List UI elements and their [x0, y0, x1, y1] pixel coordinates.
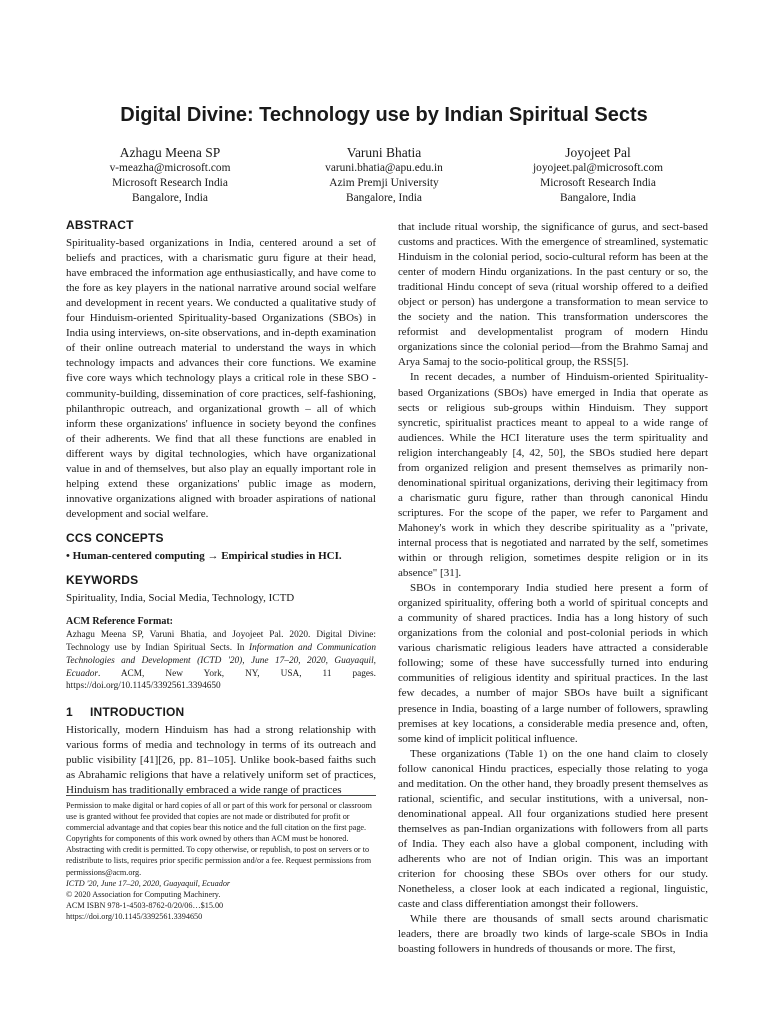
author-email: v-meazha@microsoft.com	[109, 162, 231, 174]
permission-text: Permission to make digital or hard copies of all or part of this work for personal or classroom use is granted without fee provided that copies are not made or distributed for profit or commercial advantage and that copies bear this notice and the full citation on the first page. Copyrights for components of this work owned by others than ACM must be honored. Abstracting with credit is permitted. To copy otherwise, or republish, to post on servers or to redistribute to lists, requires prior specific permission and/or a fee. Request permissions from permissions@acm.org.	[66, 801, 372, 877]
abstract-text: Spirituality-based organizations in India, centered around a set of beliefs and practices, with a charismatic guru figure at their head, have embraced the information age enthusiastically, and have come to the fore as key players in the national narrative around social welfare and development in recent years. We conducted a qualitative study of four Hinduism-oriented Spirituality-based Organizations (SBOs) in India using interviews, on-site observations, and in-depth examination of their online outreach material to understand the ways in which technology impacts and advances their core functions. We examine five core ways which technology plays a critical role in these SBO - community-building, dissemination of core practices, self-fashioning, philanthropic outreach, and organizational growth – all of which inform these organizations' influence in society beyond the confines of their adherents. We find that all these functions are enabled in different ways by digital technologies, which have organizational value in and of themselves, but also play an equally important role in helping extend these organizations' public image as modern, innovative organizations aligned with broader aspirations of national development and social welfare.	[66, 237, 376, 520]
author-1	[70, 144, 270, 206]
doi-link[interactable]: https://doi.org/10.1145/3392561.3394650	[66, 911, 203, 921]
author-name: Azhagu Meena SP	[119, 145, 221, 160]
keywords-text: Spirituality, India, Social Media, Technology, ICTD	[66, 592, 295, 605]
acm-reference-part: . ACM, New York, NY, USA, 11 pages. https://doi.org/10.1145/3392561.3394650	[66, 668, 376, 692]
author-name: Varuni Bhatia	[346, 145, 422, 160]
left-column	[66, 218, 376, 798]
ccs-text: • Human-centered computing → Empirical studies in HCI.	[66, 549, 342, 562]
copyright-line: © 2020 Association for Computing Machinery.	[66, 889, 221, 899]
author-name: Joyojeet Pal	[565, 145, 631, 160]
section-number: 1	[66, 705, 73, 720]
author-email: varuni.bhatia@apu.edu.in	[325, 162, 443, 174]
author-location: Bangalore, India	[346, 192, 422, 204]
author-affiliation: Microsoft Research India	[112, 177, 228, 189]
author-location: Bangalore, India	[132, 192, 208, 204]
acm-reference-text	[66, 629, 376, 693]
author-location: Bangalore, India	[560, 192, 636, 204]
permission-footnote	[66, 795, 376, 922]
body-paragraph: These organizations (Table 1) on the one hand claim to closely follow canonical Hindu practices, especially those relating to yoga and meditation. On the other hand, they broadly present themselves as rational, scientific, and secular institutions, with a universal, non-denominational appeal. All four organizations studied here present themselves as pan-Indian organizations with followers from all parts of India. They each also have a global component, including with adherents who are not of Indian origin. This was an important criterion for choosing these SBOs over others for our study. Nonetheless, a closer look at each indicated a regional, linguistic, caste and class differentiation amongst their followers.	[398, 747, 708, 911]
body-paragraph: While there are thousands of small sects around charismatic leaders, there are broadly two kinds of large-scale SBOs in India boasting followers in hundreds of thousands or more. The first,	[398, 913, 708, 956]
acm-reference-part: Azhagu Meena SP, Varuni Bhatia, and Joyojeet Pal. 2020. Digital Divine: Technology use by Indian Spiritual Sects. In	[66, 630, 376, 653]
abstract-heading: ABSTRACT	[66, 218, 134, 232]
keywords-heading: KEYWORDS	[66, 573, 139, 588]
author-2	[284, 144, 484, 206]
ccs-heading: CCS CONCEPTS	[66, 530, 164, 545]
author-3	[498, 144, 698, 206]
body-paragraph: In recent decades, a number of Hinduism-oriented Spirituality-based Organizations (SBOs) have emerged in India that operate as sects or religious sub-groups within Hinduism. They support syncretic, spiritualist practices meant to appeal to a wide range of audiences. While the HCI literature uses the term spirituality and religion interchangeably [4, 42, 50], the SBOs studied here depart from organized religion and present themselves as primarily non-denominational spiritual organizations, deriving their legitimacy from a charismatic guru figure, rather than through canonical Hindu scriptures. For the scope of the paper, we refer to Pargament and Mahoney's work in which they describe spirituality as a "private, internal process that is negotiated and narrated by the self, sometimes within or through religion, sometimes despite religion or in its absence" [31].	[398, 371, 708, 580]
right-column	[398, 220, 708, 957]
author-block	[70, 144, 698, 206]
conference-line: ICTD '20, June 17–20, 2020, Guayaquil, Ecuador	[66, 878, 231, 888]
acm-reference-heading: ACM Reference Format:	[66, 616, 173, 628]
section-title: INTRODUCTION	[90, 705, 185, 720]
author-email: joyojeet.pal@microsoft.com	[532, 162, 664, 174]
acm-reference-venue: Information and Communication Technologies and Development (ICTD '20), June 17–20, 2020, Guayaquil, Ecuador	[66, 642, 376, 679]
body-paragraph: SBOs in contemporary India studied here present a form of organized spirituality, offering both a world of spiritual concepts and a community of shared practices. India has a long history of such organizations from the colonial and post-colonial periods in which various charismatic religious leaders have attracted a considerable following; some of these have successfully turned into enduring communities of religious identity and spiritual practices. In the last few decades, a number of major SBOs have built a significant presence in India, boasting of a large number of followers, sprawling premises at key locations, a considerable media presence and, often, some kind of implicit political influence.	[398, 582, 708, 745]
body-paragraph: that include ritual worship, the significance of gurus, and sect-based customs and practices. With the emergence of streamlined, systematic Hinduism in the colonial period, socio-cultural reform has been at the center of modern Hindu organizations. In the past century or so, the traditional Hindu concept of seva (ritual worship offered to a deified object or person) has undergone a transformation to mean service to the society and the nation. This transformation underscores the reformist and developmentalist program of modern Hindu organizations since the colonial period—from the Brahmo Samaj and Arya Samaj to the socio-political group, the RSS[5].	[398, 221, 708, 369]
paper-title: Digital Divine: Technology use by Indian Spiritual Sects	[120, 104, 648, 126]
intro-heading	[66, 705, 376, 720]
intro-paragraph: Historically, modern Hinduism has had a strong relationship with various forms of media and technology in terms of its outreach and public visibility [41][26, pp. 81–105]. Unlike book-based faiths such as Abrahamic religions that have a relatively uniform set of practices, Hinduism has traditionally embraced a wide range of practices	[66, 724, 376, 797]
isbn-line: ACM ISBN 978-1-4503-8762-0/20/06…$15.00	[66, 900, 224, 910]
author-affiliation: Azim Premji University	[329, 177, 439, 189]
author-affiliation: Microsoft Research India	[540, 177, 656, 189]
